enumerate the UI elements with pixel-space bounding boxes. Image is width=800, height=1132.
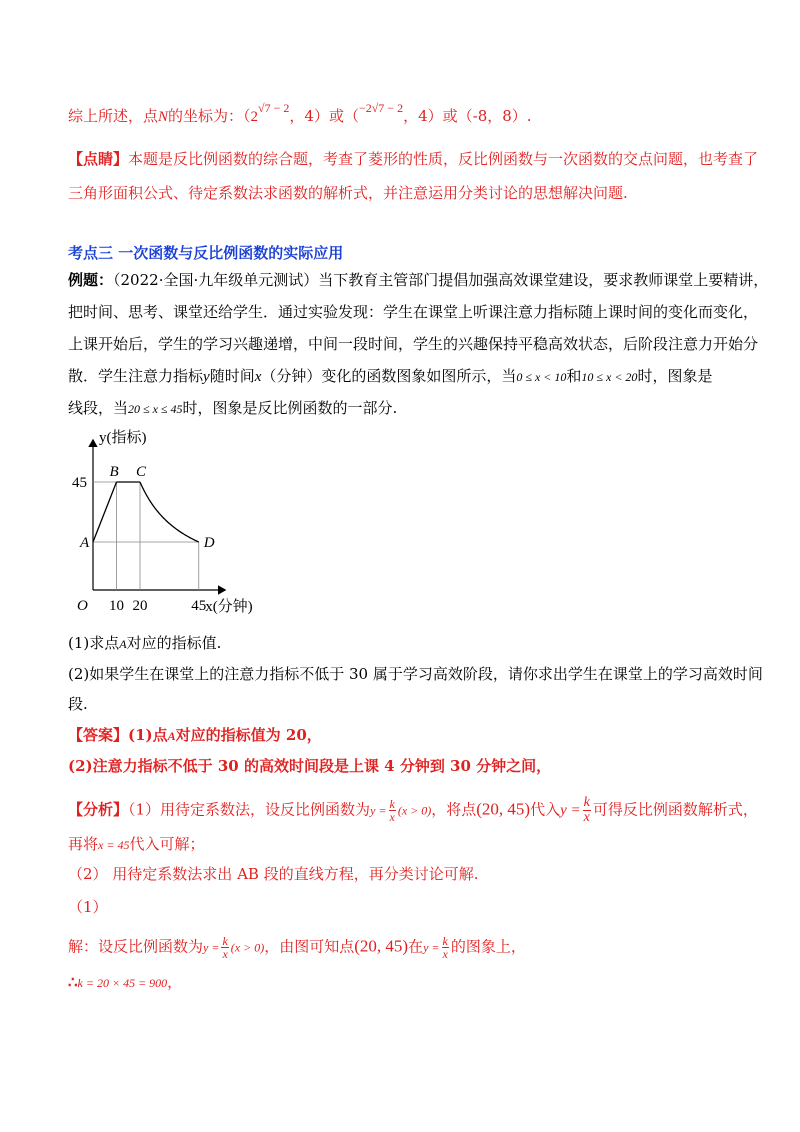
example-text-4d: 和: [566, 367, 582, 385]
section-title: 考点三 一次函数与反比例函数的实际应用: [68, 244, 344, 262]
example-text-4b: 随时间: [209, 367, 255, 385]
analysis-2-a: 再将: [68, 835, 99, 853]
analysis-2-b: 代入可解；: [129, 835, 205, 853]
analysis-f1-lhs: y =: [370, 803, 387, 818]
comment-text-2: 三角形面积公式、待定系数法求函数的解析式，并注意运用分类讨论的思想解决问题.: [68, 184, 628, 202]
answer-1-point: A: [167, 729, 176, 743]
question-2-line-2: 段.: [68, 695, 88, 713]
solution-fraction-1: [221, 935, 228, 960]
x-tick-label: 10: [109, 598, 124, 614]
solution-1-c: 在: [408, 937, 424, 956]
question-2-line-1: (2)如果学生在课堂上的注意力指标不低于 30 属于学习高效阶段，请你求出学生在课堂上的学习高效时间: [68, 665, 763, 683]
example-text-5a: 线段，当: [68, 399, 129, 417]
analysis-1-d: 可得反比例函数解析式，: [592, 800, 758, 819]
analysis-fraction-2: [583, 796, 591, 825]
analysis-tag: 【分析】: [68, 800, 129, 819]
analysis-f2-lhs: y =: [560, 802, 581, 819]
analysis-line-2: [68, 834, 204, 855]
analysis-1-a: （1）用待定系数法，设反比例函数为: [128, 800, 371, 819]
solution-f1-lhs: y =: [203, 940, 220, 955]
var-x: x: [254, 369, 262, 385]
solution-1-d: 的图象上，: [450, 937, 526, 956]
analysis-eq: x = 45: [98, 838, 130, 852]
x-tick-label: 20: [132, 598, 148, 614]
solution-f2-den: x: [442, 947, 448, 961]
curve-cd: [140, 482, 199, 542]
answer-1-b: 对应的指标值为 20，: [175, 726, 322, 744]
example-line-2: 把时间、思考、课堂还给学生．通过实验发现：学生在课堂上听课注意力指标随上课时间的变化而变化，: [68, 303, 759, 321]
comment-tag: 【点睛】: [68, 150, 129, 168]
question-1: [68, 633, 221, 654]
range-3: 20 ≤ x ≤ 45: [128, 402, 183, 416]
analysis-f1-den: x: [389, 810, 395, 824]
point-n: N: [158, 109, 169, 125]
example-text-5b: 时，图象是反比例函数的一部分.: [182, 399, 398, 417]
origin-label: O: [77, 598, 88, 614]
answer-line-1: [68, 725, 322, 746]
solution-f2-num: k: [442, 934, 448, 948]
point-label-c: C: [136, 464, 147, 480]
example-line-4: [68, 366, 712, 387]
x-axis-label: x(分钟): [205, 599, 253, 615]
analysis-f1-cond: (x > 0): [397, 803, 432, 818]
solution-fraction-2: [442, 935, 449, 960]
range-2: 10 ≤ x < 20: [581, 370, 638, 384]
solution-1-a: 解：设反比例函数为: [68, 937, 204, 956]
solution-f2-lhs: y =: [423, 940, 440, 955]
comment-line-1: [68, 149, 758, 169]
answer-tag: 【答案】: [68, 726, 129, 744]
coord-1-coef: 2: [250, 109, 259, 125]
example-text-4e: 时，图象是: [637, 367, 713, 385]
solution-f1-cond: (x > 0): [230, 940, 265, 955]
solution-2-b: ，: [167, 973, 183, 991]
conclusion-sep1: ，4）或（: [289, 107, 359, 125]
var-y: y: [203, 369, 210, 385]
analysis-point: (20, 45): [476, 799, 531, 819]
answer-line-2: (2)注意力指标不低于 30 的高效时间段是上课 4 分钟到 30 分钟之间，: [68, 757, 552, 775]
answer-1-a: (1)点: [128, 726, 168, 744]
solution-eq: k = 20 × 45 = 900: [77, 976, 168, 990]
analysis-f2-num: k: [583, 795, 590, 810]
example-line-1: [68, 270, 768, 290]
analysis-f2-den: x: [583, 810, 590, 825]
example-label: 例题：: [68, 271, 114, 289]
example-line-3: 上课开始后，学生的学习兴趣递增，中间一段时间，学生的兴趣保持平稳高效状态，后阶段注意力开始分: [68, 335, 759, 353]
solution-f1-den: x: [222, 947, 228, 961]
question-1-b: 对应的指标值.: [126, 634, 222, 652]
example-text-1: （2022·全国·九年级单元测试）当下教育主管部门提倡加强高效课堂建设，要求教师课堂上要精讲，: [113, 271, 769, 289]
analysis-line-3: （2） 用待定系数法求出 AB 段的直线方程，再分类讨论可解.: [68, 865, 479, 883]
therefore-symbol: ∴: [68, 973, 78, 991]
example-text-4c: （分钟）变化的函数图象如图所示，当: [261, 367, 517, 385]
question-1-point: A: [119, 637, 127, 651]
solution-point: (20, 45): [354, 936, 409, 956]
analysis-f1-num: k: [389, 797, 395, 811]
solution-line-2: [68, 972, 182, 993]
coord-2-radical: −2√7 − 2: [358, 101, 404, 115]
point-label-d: D: [203, 535, 215, 551]
coord-1-radical: √7 − 2: [258, 101, 290, 115]
analysis-line-1: [68, 796, 758, 825]
conclusion-mid: 的坐标为：（: [168, 107, 251, 125]
point-label-a: A: [80, 535, 90, 551]
point-label-b: B: [109, 464, 119, 480]
conclusion-line: [68, 101, 532, 127]
analysis-line-4: （1）: [68, 898, 108, 916]
question-1-a: (1)求点: [68, 634, 120, 652]
conclusion-sep2: ，4）或（-8，8）.: [403, 107, 532, 125]
solution-line-1: [68, 935, 526, 960]
y-axis-label: y(指标): [99, 430, 147, 446]
segment-ab: [93, 482, 117, 542]
x-tick-label: 45: [191, 598, 207, 614]
range-1: 0 ≤ x < 10: [516, 370, 567, 384]
y-tick-label: 45: [72, 475, 87, 491]
conclusion-prefix: 综上所述，点: [68, 107, 159, 125]
comment-text-1: 本题是反比例函数的综合题，考查了菱形的性质，反比例函数与一次函数的交点问题，也考查了: [128, 150, 759, 168]
comment-line-2: [68, 183, 628, 203]
example-text-4a: 散．学生注意力指标: [68, 367, 204, 385]
solution-1-b: ，由图可知点: [264, 937, 355, 956]
example-line-5: [68, 398, 397, 419]
solution-f1-num: k: [222, 934, 228, 948]
analysis-1-b: ，将点: [431, 800, 477, 819]
analysis-fraction-1: [389, 798, 396, 823]
function-graph: [60, 425, 360, 625]
analysis-1-c: 代入: [530, 800, 561, 819]
